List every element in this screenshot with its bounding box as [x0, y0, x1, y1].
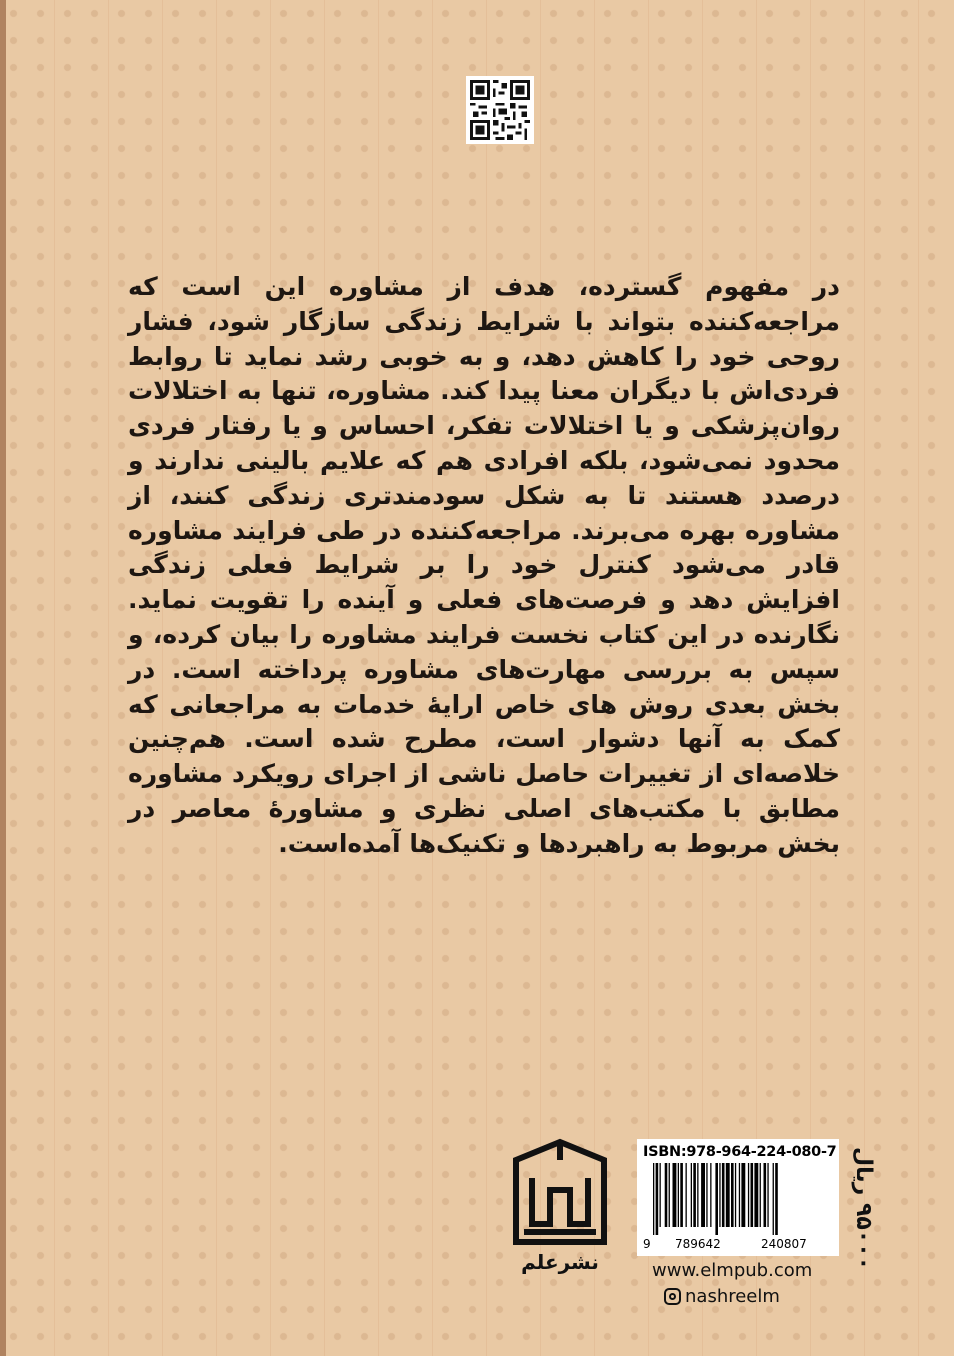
barcode-bar [719, 1163, 720, 1227]
barcode-bar [754, 1163, 758, 1227]
barcode-bar [656, 1163, 659, 1235]
barcode-bars [643, 1163, 833, 1235]
barcode-bar [741, 1163, 745, 1227]
barcode-bar [735, 1163, 736, 1227]
barcode-bar [660, 1163, 661, 1227]
barcode-digits-left-group: 789642 [675, 1237, 721, 1251]
instagram-handle: nashreelm [685, 1286, 780, 1307]
barcode-bar [693, 1163, 696, 1227]
barcode-bar [673, 1163, 677, 1227]
book-description [128, 270, 840, 862]
instagram-icon [664, 1288, 681, 1305]
barcode-bar [665, 1163, 668, 1227]
barcode-digit-lead: 9 [643, 1237, 651, 1251]
qr-code-graphic [470, 80, 530, 140]
barcode-bar [697, 1163, 698, 1227]
isbn-text: ISBN:978-964-224-080-7 [643, 1144, 837, 1160]
spine-edge [0, 0, 6, 1356]
barcode-bar [739, 1163, 740, 1227]
barcode-bar [722, 1163, 725, 1227]
barcode-bar [773, 1163, 774, 1235]
barcode-bar [775, 1163, 778, 1235]
price-label: ۹۵۰۰۰ ریال [851, 1146, 876, 1270]
publisher-logo-text: نشرعلم [521, 1250, 599, 1274]
qr-code [466, 76, 534, 144]
barcode-bar [653, 1163, 654, 1235]
barcode-bar [726, 1163, 730, 1227]
barcode-bar [678, 1163, 679, 1227]
barcode-bar [680, 1163, 683, 1227]
barcode-bar [748, 1163, 749, 1227]
description-paragraph: در مفهوم گسترده، هدف از مشاوره این است که مراجعه‌کننده بتواند با شرایط زندگی سازگار شود، فشار روحی خود را کاهش دهد، و به خوبی رشد نماید تا روابط فردی‌اش با دیگران معنا پیدا کند. مشاوره، تنها به اختلالات روان‌پزشکی و یا اختلالات تفکر، احساس و یا رفتار فردی محدود نمی‌شود، بلکه افرادی هم که علایم بالینی ندارند و درصدد هستند تا به شکل سودمندتری زندگی کنند، از مشاوره بهره می‌برند. مراجعه‌کننده در طی فرایند مشاوره قادر می‌شود کنترل خود را بر شرایط فعلی زندگی افزایش دهد و فرصت‌های فعلی و آینده را تقویت نماید. نگارنده در این کتاب نخست فرایند مشاوره را بیان کرده، و سپس به بررسی مهارت‌های مشاوره پرداخته است. در بخش بعدی روش های خاص ارایهٔ خدمات به مراجعانی که کمک به آنها دشوار است، مطرح شده است. هم‌چنین خلاصه‌ای از تغییرات حاصل ناشی از اجرای رویکرد مشاوره مطابق با مکتب‌های اصلی نظری و مشاورهٔ معاصر در بخش مربوط به راهبردها و تکنیک‌ها آمده‌است. [128, 272, 840, 858]
publisher-logo-mark [510, 1138, 610, 1248]
publisher-website: www.elmpub.com [652, 1260, 813, 1281]
barcode-bar [701, 1163, 705, 1227]
publisher-instagram [664, 1286, 780, 1307]
barcode-bar [710, 1163, 711, 1227]
publisher-logo [510, 1138, 610, 1283]
barcode-bar [691, 1163, 692, 1227]
barcode-bar [731, 1163, 734, 1227]
barcode-digits-right-group: 240807 [761, 1237, 807, 1251]
barcode-bar [706, 1163, 707, 1227]
barcode-box [637, 1139, 839, 1256]
barcode-bar [764, 1163, 767, 1227]
barcode-bar [760, 1163, 761, 1227]
barcode-bar [686, 1163, 687, 1227]
barcode-bar [715, 1163, 718, 1235]
barcode-bar [767, 1163, 768, 1227]
barcode-bar [751, 1163, 754, 1227]
barcode-bar [669, 1163, 670, 1227]
